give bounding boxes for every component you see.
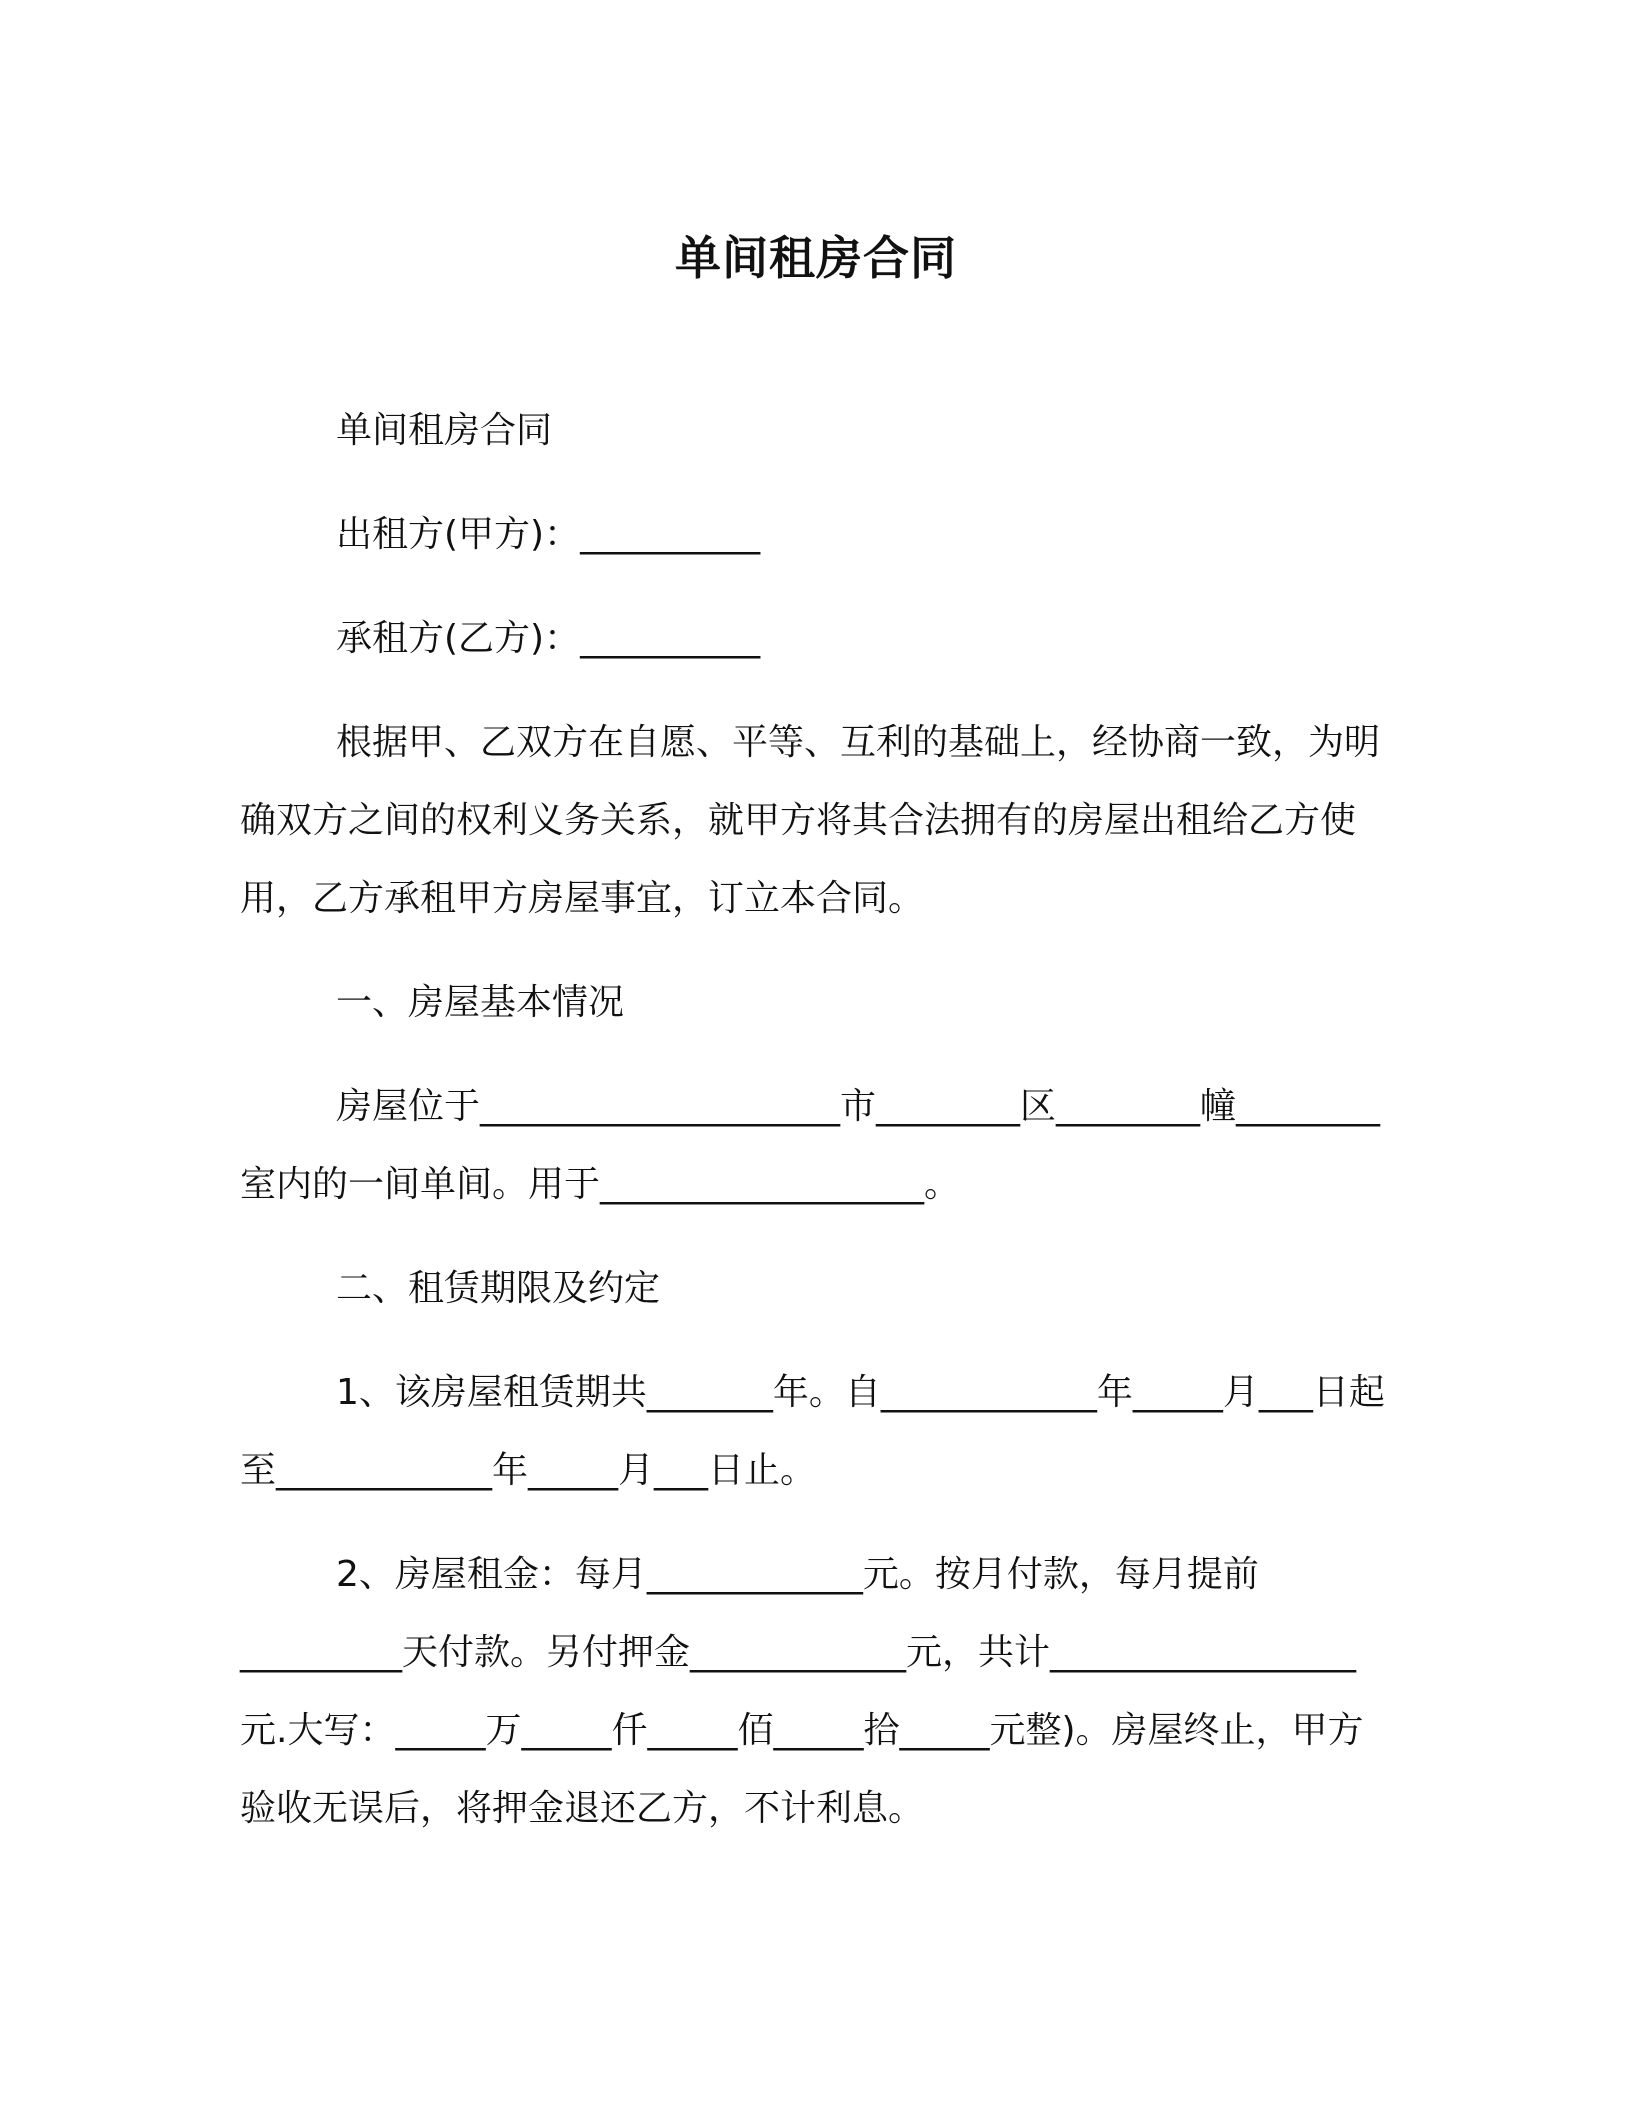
rent-paragraph: 2、房屋租金：每月____________元。按月付款，每月提前_________天付款。另付押金____________元，共计_________________元.大写：_____万_____仟_____佰_____拾_____元整)。房屋终止，甲方验收无误后，将押金退还乙方，不计利息。 <box>240 1554 1364 1829</box>
preamble-paragraph: 根据甲、乙双方在自愿、平等、互利的基础上，经协商一致，为明确双方之间的权利义务关系，就甲方将其合法拥有的房屋出租给乙方使用，乙方承租甲方房屋事宜，订立本合同。 <box>240 722 1381 919</box>
document-body <box>240 392 1390 1874</box>
document-title: 单间租房合同 <box>675 231 957 285</box>
lease-term-paragraph: 1、该房屋租赁期共_______年。自____________年_____月___日起至____________年_____月___日止。 <box>240 1372 1385 1491</box>
house-location-paragraph: 房屋位于____________________市________区________幢________室内的一间单间。用于__________________。 <box>240 1086 1380 1205</box>
lessor-field: 出租方(甲方)：__________ <box>336 514 761 555</box>
section-heading-2: 二、租赁期限及约定 <box>336 1268 661 1309</box>
section-heading-1: 一、房屋基本情况 <box>336 982 625 1023</box>
subtitle-paragraph: 单间租房合同 <box>336 410 553 451</box>
lessee-field: 承租方(乙方)：__________ <box>336 618 761 659</box>
